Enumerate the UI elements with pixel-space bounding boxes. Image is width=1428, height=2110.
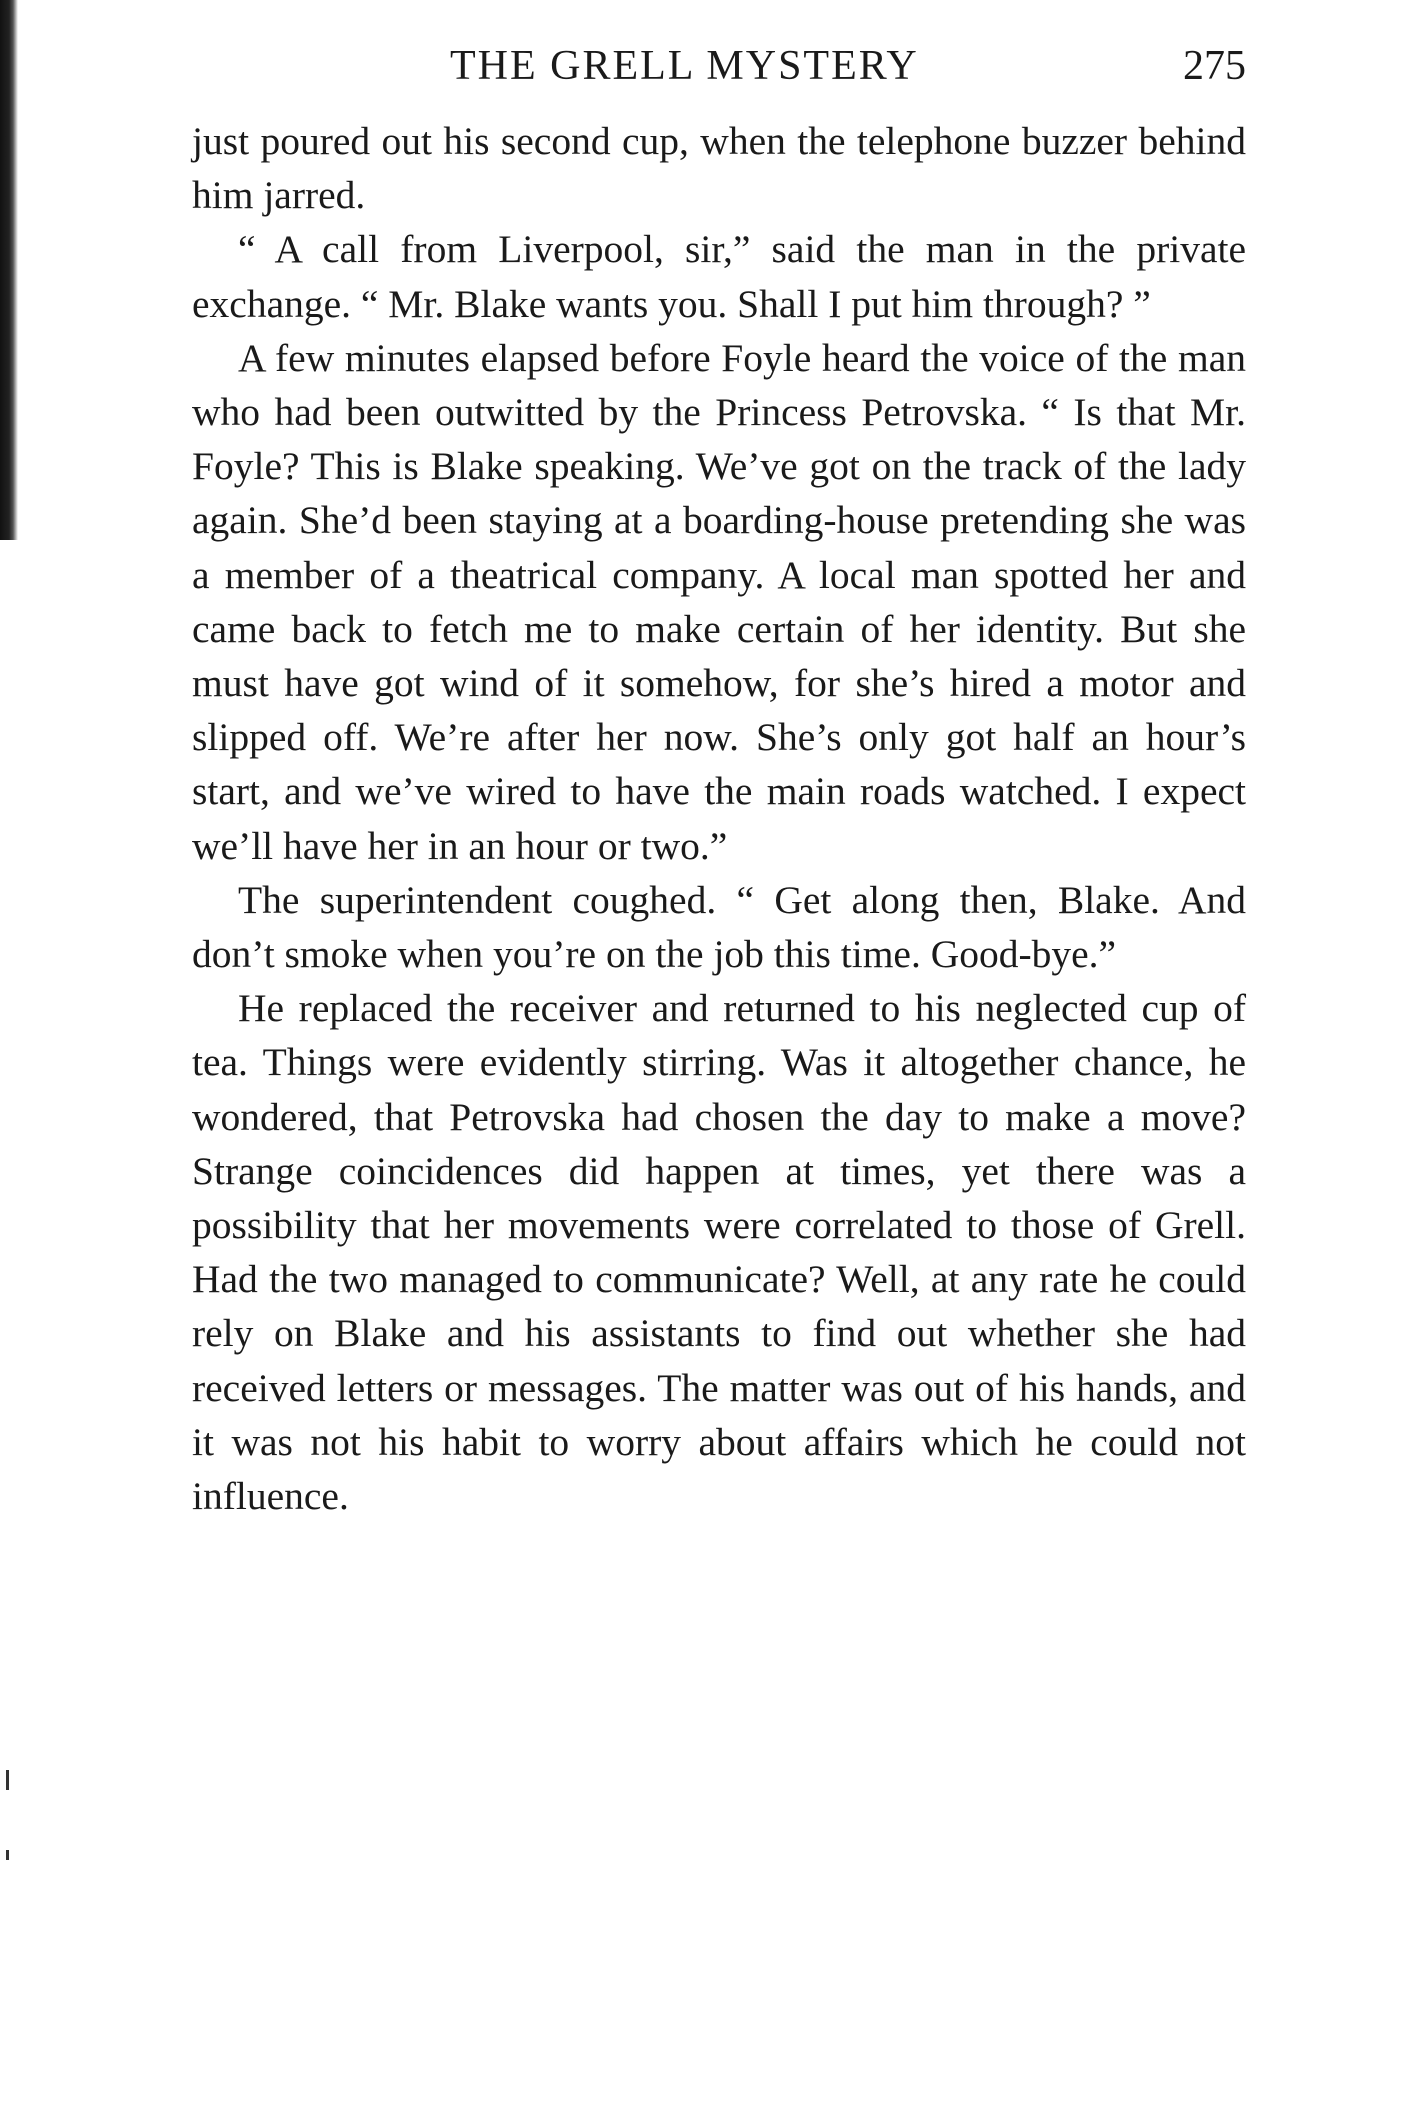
page-body xyxy=(192,114,1246,1523)
paragraph: A few minutes elapsed before Foyle heard the voice of the man who had been outwitted by the Princess Petrovska. “ Is that Mr. Foyle? This is Blake speaking. We’ve got on the track of the lady again. She’d been staying at a boarding-house pretending she was a member of a theatrical company. A local man spotted her and came back to fetch me to make certain of her identity. But she must have got wind of it somehow, for she’s hired a motor and slipped off. We’re after her now. She’s only got half an hour’s start, and we’ve wired to have the main roads watched. I expect we’ll have her in an hour or two.” xyxy=(192,335,1246,868)
paragraph: just poured out his second cup, when the telephone buzzer behind him jarred. xyxy=(192,119,1246,218)
running-title: THE GRELL MYSTERY xyxy=(450,43,919,89)
paragraph: “ A call from Liverpool, sir,” said the man in the private exchange. “ Mr. Blake wants you. Shall I put him through? ” xyxy=(192,227,1246,326)
binding-speck xyxy=(6,1770,9,1790)
page-header xyxy=(192,36,1246,96)
paragraph: The superintendent coughed. “ Get along then, Blake. And don’t smoke when you’re on the job this time. Good-bye.” xyxy=(192,877,1246,977)
paragraph: He replaced the receiver and returned to his neglected cup of tea. Things were evidently stirring. Was it altogether chance, he wondered, that Petrovska had chosen the day to make a move? Strange coincidences did happen at times, yet there was a possibility that her movements were correlated to those of Grell. Had the two managed to communicate? Well, at any rate he could rely on Blake and his assistants to find out whether she had received letters or messages. The matter was out of his hands, and it was not his habit to worry about affairs which he could not influence. xyxy=(192,986,1246,1519)
page-number: 275 xyxy=(1183,43,1246,89)
page-binding-edge xyxy=(0,0,18,540)
binding-speck xyxy=(6,1850,9,1860)
